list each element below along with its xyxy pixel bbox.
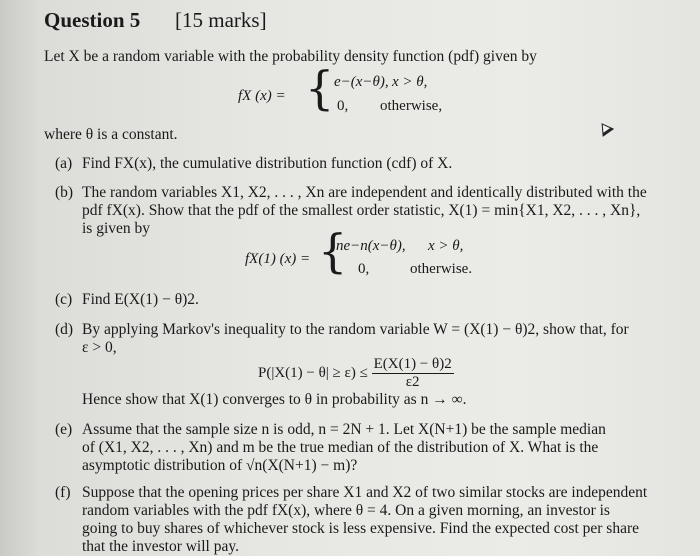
part-b-line3: is given by [82,220,151,237]
part-c-text: Find E(X(1) − θ)2. [82,291,199,308]
markov-fraction [372,356,454,391]
part-f-line2: random variables with the pdf fX(x), where θ = 4. On a given morning, an investor is [82,502,610,519]
part-e-label: (e) [55,421,73,438]
markov-inequality [258,356,454,391]
markov-numerator: E(X(1) − θ)2 [373,356,452,372]
pdf-min-brace: { [318,224,348,278]
part-d-hence: Hence show that X(1) converges to θ in probability as n → ∞. [82,391,467,408]
pdf-brace: { [305,61,335,115]
intro-text: Let X be a random variable with the probability density function (pdf) given by [44,48,537,65]
pdf-min-lhs: fX(1) (x) = [245,251,311,267]
part-b-line2: pdf fX(x). Show that the pdf of the smallest order statistic, X(1) = min{X1, X2, . . . , Xn}, [82,202,641,219]
pdf-min-case1-expr: ne−n(x−θ), [336,238,406,254]
part-f-line3: going to buy shares of whichever stock is less expensive. Find the expected cost per share [82,520,639,537]
part-a-label: (a) [55,155,73,172]
question-title: Question 5 [44,8,141,32]
pdf-case1-expr: e−(x−θ), [334,74,389,90]
pdf-case2-expr: 0, [337,98,349,114]
question-marks: [15 marks] [175,8,267,32]
part-f-line1: Suppose that the opening prices per share X1 and X2 of two similar stocks are independent [82,484,648,501]
part-f-line4: that the investor will pay. [82,538,239,555]
part-b-line1: The random variables X1, X2, . . . , Xn are independent and identically distributed with the [82,184,647,201]
pdf-case2-cond: otherwise, [380,98,443,114]
pdf-min-case1-cond: x > θ, [428,238,464,254]
part-a-text: Find FX(x), the cumulative distribution function (cdf) of X. [82,155,453,172]
part-e-line3: asymptotic distribution of √n(X(N+1) − m)? [82,457,358,474]
markov-lhs: P(|X(1) − θ| ≥ ε) ≤ [258,365,368,381]
pdf-case1-cond: x > θ, [392,74,428,90]
part-b-label: (b) [55,184,74,201]
pdf-lhs: fX (x) = [238,88,286,104]
part-d-line1: By applying Markov's inequality to the random variable W = (X(1) − θ)2, show that, for [82,321,629,338]
markov-denominator: ε2 [405,374,420,390]
where-text: where θ is a constant. [44,126,178,143]
part-e-line1: Assume that the sample size n is odd, n = 2N + 1. Let X(N+1) be the sample median [82,421,606,438]
pdf-min-case2-expr: 0, [358,261,370,277]
part-c-label: (c) [55,291,73,308]
part-f-label: (f) [55,484,71,501]
part-e-line2: of (X1, X2, . . . , Xn) and m be the true median of the distribution of X. What is the [82,439,599,456]
part-d-line2: ε > 0, [82,339,117,356]
part-d-label: (d) [55,321,74,338]
pdf-min-case2-cond: otherwise. [410,261,473,277]
mouse-cursor-icon [596,119,614,137]
